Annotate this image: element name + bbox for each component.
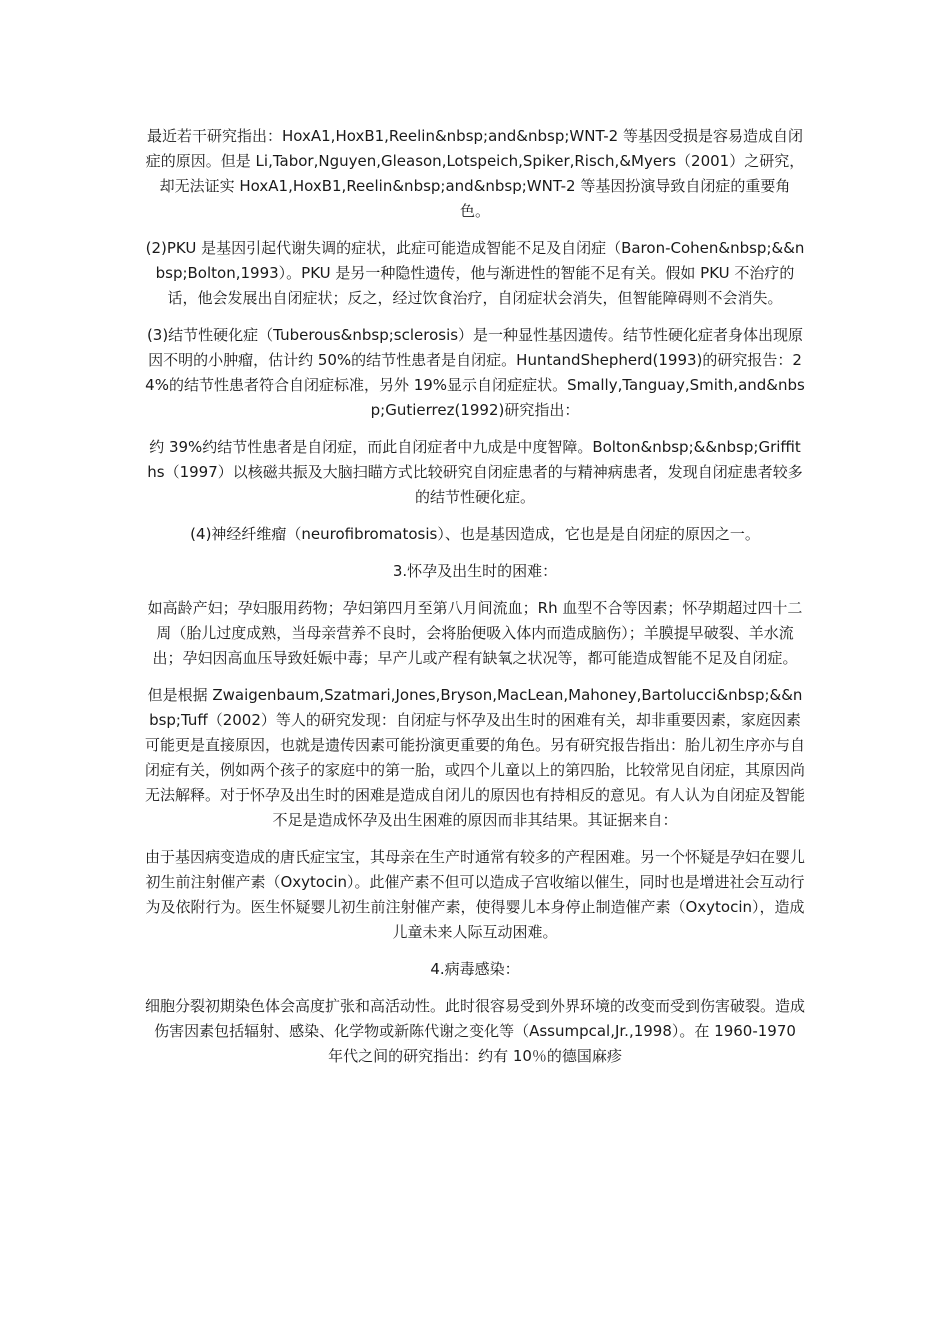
heading-viral-infection: 4.病毒感染： xyxy=(430,960,520,978)
paragraph-oxytocin: 由于基因病变造成的唐氏症宝宝，其母亲在生产时通常有较多的产程困难。另一个怀疑是孕妇在婴儿初生前注射催产素（Oxytocin）。此催产素不但可以造成子宫收缩以催生，同时也是增进社会互动行为及依附行为。医生怀疑婴儿初生前注射催产素，使得婴儿本身停止制造催产素（Oxytocin），造成儿童未来人际互动困难。 xyxy=(145,848,806,941)
paragraph-neurofibromatosis: (4)神经纤维瘤（neurofibromatosis）、也是基因造成，它也是是自闭症的原因之一。 xyxy=(190,525,760,543)
paragraph-tuberous-sclerosis: (3)结节性硬化症（Tuberous&nbsp;sclerosis）是一种显性基因遗传。结节性硬化症者身体出现原因不明的小肿瘤，估计约 50%的结节性患者是自闭症。HuntandShepherd(1993)的研究报告：24%的结节性患者符合自闭症标准，另外 19%显示自闭症症状。Smally,Tanguay,Smith,and&nbsp;Gutierrez(1992)研究指出： xyxy=(145,326,805,419)
heading-pregnancy-birth: 3.怀孕及出生时的困难： xyxy=(392,562,558,580)
paragraph-zwaigenbaum-study: 但是根据 Zwaigenbaum,Szatmari,Jones,Bryson,MacLean,Mahoney,Bartolucci&nbsp;&&nbsp;Tuff（2002）等人的研究发现：自闭症与怀孕及出生时的困难有关，却非重要因素，家庭因素可能更是直接原因，也就是遗传因素可能扮演更重要的角色。另有研究报告指出：胎儿初生序亦与自闭症有关，例如两个孩子的家庭中的第一胎，或四个儿童以上的第四胎，比较常见自闭症，其原因尚无法解释。对于怀孕及出生时的困难是造成自闭儿的原因也有持相反的意见。有人认为自闭症及智能不足是造成怀孕及出生困难的原因而非其结果。其证据来自： xyxy=(145,686,806,829)
paragraph-pregnancy-factors: 如高龄产妇；孕妇服用药物；孕妇第四月至第八月间流血；Rh 血型不合等因素；怀孕期超过四十二周（胎儿过度成熟，当母亲营养不良时，会将胎便吸入体内而造成脑伤）；羊膜提早破裂、羊水流出；孕妇因高血压导致妊娠中毒；早产儿或产程有缺氧之状况等，都可能造成智能不足及自闭症。 xyxy=(147,599,803,667)
paragraph-gene-research: 最近若干研究指出：HoxA1,HoxB1,Reelin&nbsp;and&nbsp;WNT-2 等基因受损是容易造成自闭症的原因。但是 Li,Tabor,Nguyen,Gleason,Lotspeich,Spiker,Risch,&Myers（2001）之研究，却无法证实 HoxA1,HoxB1,Reelin&nbsp;and&nbsp;WNT-2 等基因扮演导致自闭症的重要角色。 xyxy=(145,127,805,220)
paragraph-pku: (2)PKU 是基因引起代谢失调的症状，此症可能造成智能不足及自闭症（Baron-Cohen&nbsp;&&nbsp;Bolton,1993）。PKU 是另一种隐性遗传，他与渐进性的智能不足有关。假如 PKU 不治疗的话，他会发展出自闭症状；反之，经过饮食治疗，自闭症状会消失，但智能障碍则不会消失。 xyxy=(145,239,805,307)
paragraph-tuberous-sclerosis-stats: 约 39%约结节性患者是自闭症，而此自闭症者中九成是中度智障。Bolton&nbsp;&&nbsp;Griffiths（1997）以核磁共振及大脑扫瞄方式比较研究自闭症患者的与精神病患者，发现自闭症患者较多的结节性硬化症。 xyxy=(147,438,803,506)
document-body xyxy=(145,124,805,1069)
paragraph-chromosome: 细胞分裂初期染色体会高度扩张和高活动性。此时很容易受到外界环境的改变而受到伤害破裂。造成伤害因素包括辐射、感染、化学物或新陈代谢之变化等（Assumpcal,Jr.,1998）。在 1960-1970 年代之间的研究指出：约有 10％的德国麻疹 xyxy=(145,997,806,1065)
